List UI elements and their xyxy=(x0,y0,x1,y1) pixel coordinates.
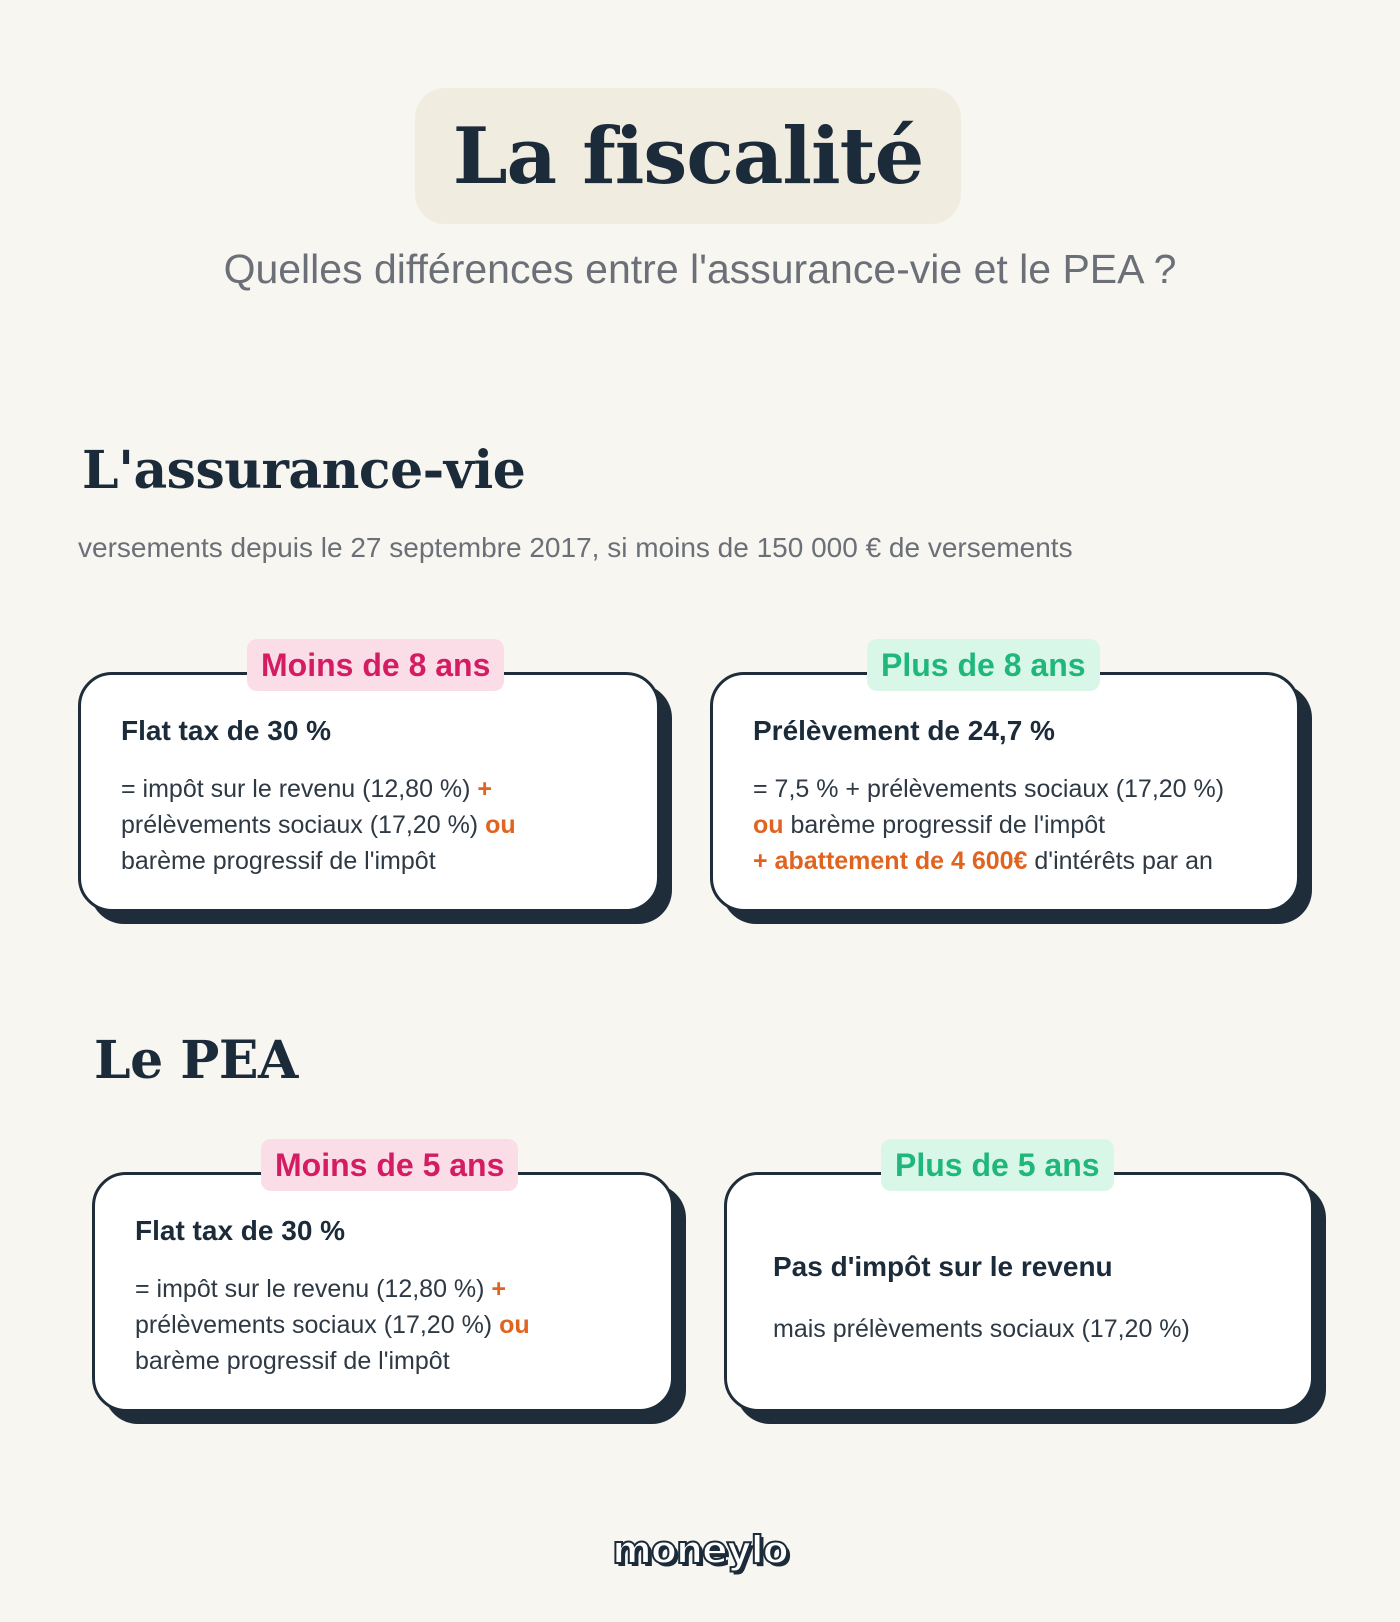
section-title-pea: Le PEA xyxy=(94,1030,298,1091)
body-line: d'intérêts par an xyxy=(1027,847,1213,875)
body-line: = 7,5 % + prélèvements sociaux (17,20 %) xyxy=(753,775,1225,803)
body-line: prélèvements sociaux (17,20 %) xyxy=(121,811,479,839)
title-pill xyxy=(415,88,961,224)
ou-accent: ou xyxy=(478,811,516,839)
logo-text: moneylo xyxy=(612,1528,788,1572)
card-heading: Flat tax de 30 % xyxy=(121,715,332,746)
body-line: = impôt sur le revenu (12,80 %) xyxy=(121,775,471,803)
body-line: prélèvements sociaux (17,20 %) xyxy=(135,1311,493,1339)
card-label-more-5: Plus de 5 ans xyxy=(881,1139,1114,1191)
card-heading: Flat tax de 30 % xyxy=(135,1215,346,1246)
card-heading: Prélèvement de 24,7 % xyxy=(753,715,1055,746)
card-pea-more-5 xyxy=(724,1147,1314,1412)
body-line: = impôt sur le revenu (12,80 %) xyxy=(135,1275,485,1303)
plus-accent: + xyxy=(484,1275,507,1303)
card-body xyxy=(753,771,1277,879)
card-body: mais prélèvements sociaux (17,20 %) xyxy=(773,1315,1190,1343)
card-assurance-less-8 xyxy=(78,647,660,912)
plus-accent: + xyxy=(470,775,493,803)
assurance-note: versements depuis le 27 septembre 2017, si moins de 150 000 € de versements xyxy=(78,532,1073,563)
page-title: La fiscalité xyxy=(452,110,924,202)
body-line: barème progressif de l'impôt xyxy=(783,811,1106,839)
abattement-accent: + abattement de 4 600€ xyxy=(753,847,1028,875)
section-title-assurance: L'assurance-vie xyxy=(82,440,526,501)
card-body xyxy=(121,771,637,879)
ou-accent: ou xyxy=(753,811,784,839)
ou-accent: ou xyxy=(492,1311,530,1339)
moneylo-logo xyxy=(0,1528,1400,1572)
page-subtitle: Quelles différences entre l'assurance-vie et le PEA ? xyxy=(223,246,1177,292)
card-pea-less-5 xyxy=(92,1147,674,1412)
card-assurance-more-8 xyxy=(710,647,1300,912)
card-label-more-8: Plus de 8 ans xyxy=(867,639,1100,691)
body-line: barème progressif de l'impôt xyxy=(135,1347,450,1375)
card-label-less-8: Moins de 8 ans xyxy=(247,639,504,691)
card-heading: Pas d'impôt sur le revenu xyxy=(773,1251,1113,1282)
body-line: barème progressif de l'impôt xyxy=(121,847,436,875)
card-label-less-5: Moins de 5 ans xyxy=(261,1139,518,1191)
card-body xyxy=(135,1271,651,1379)
